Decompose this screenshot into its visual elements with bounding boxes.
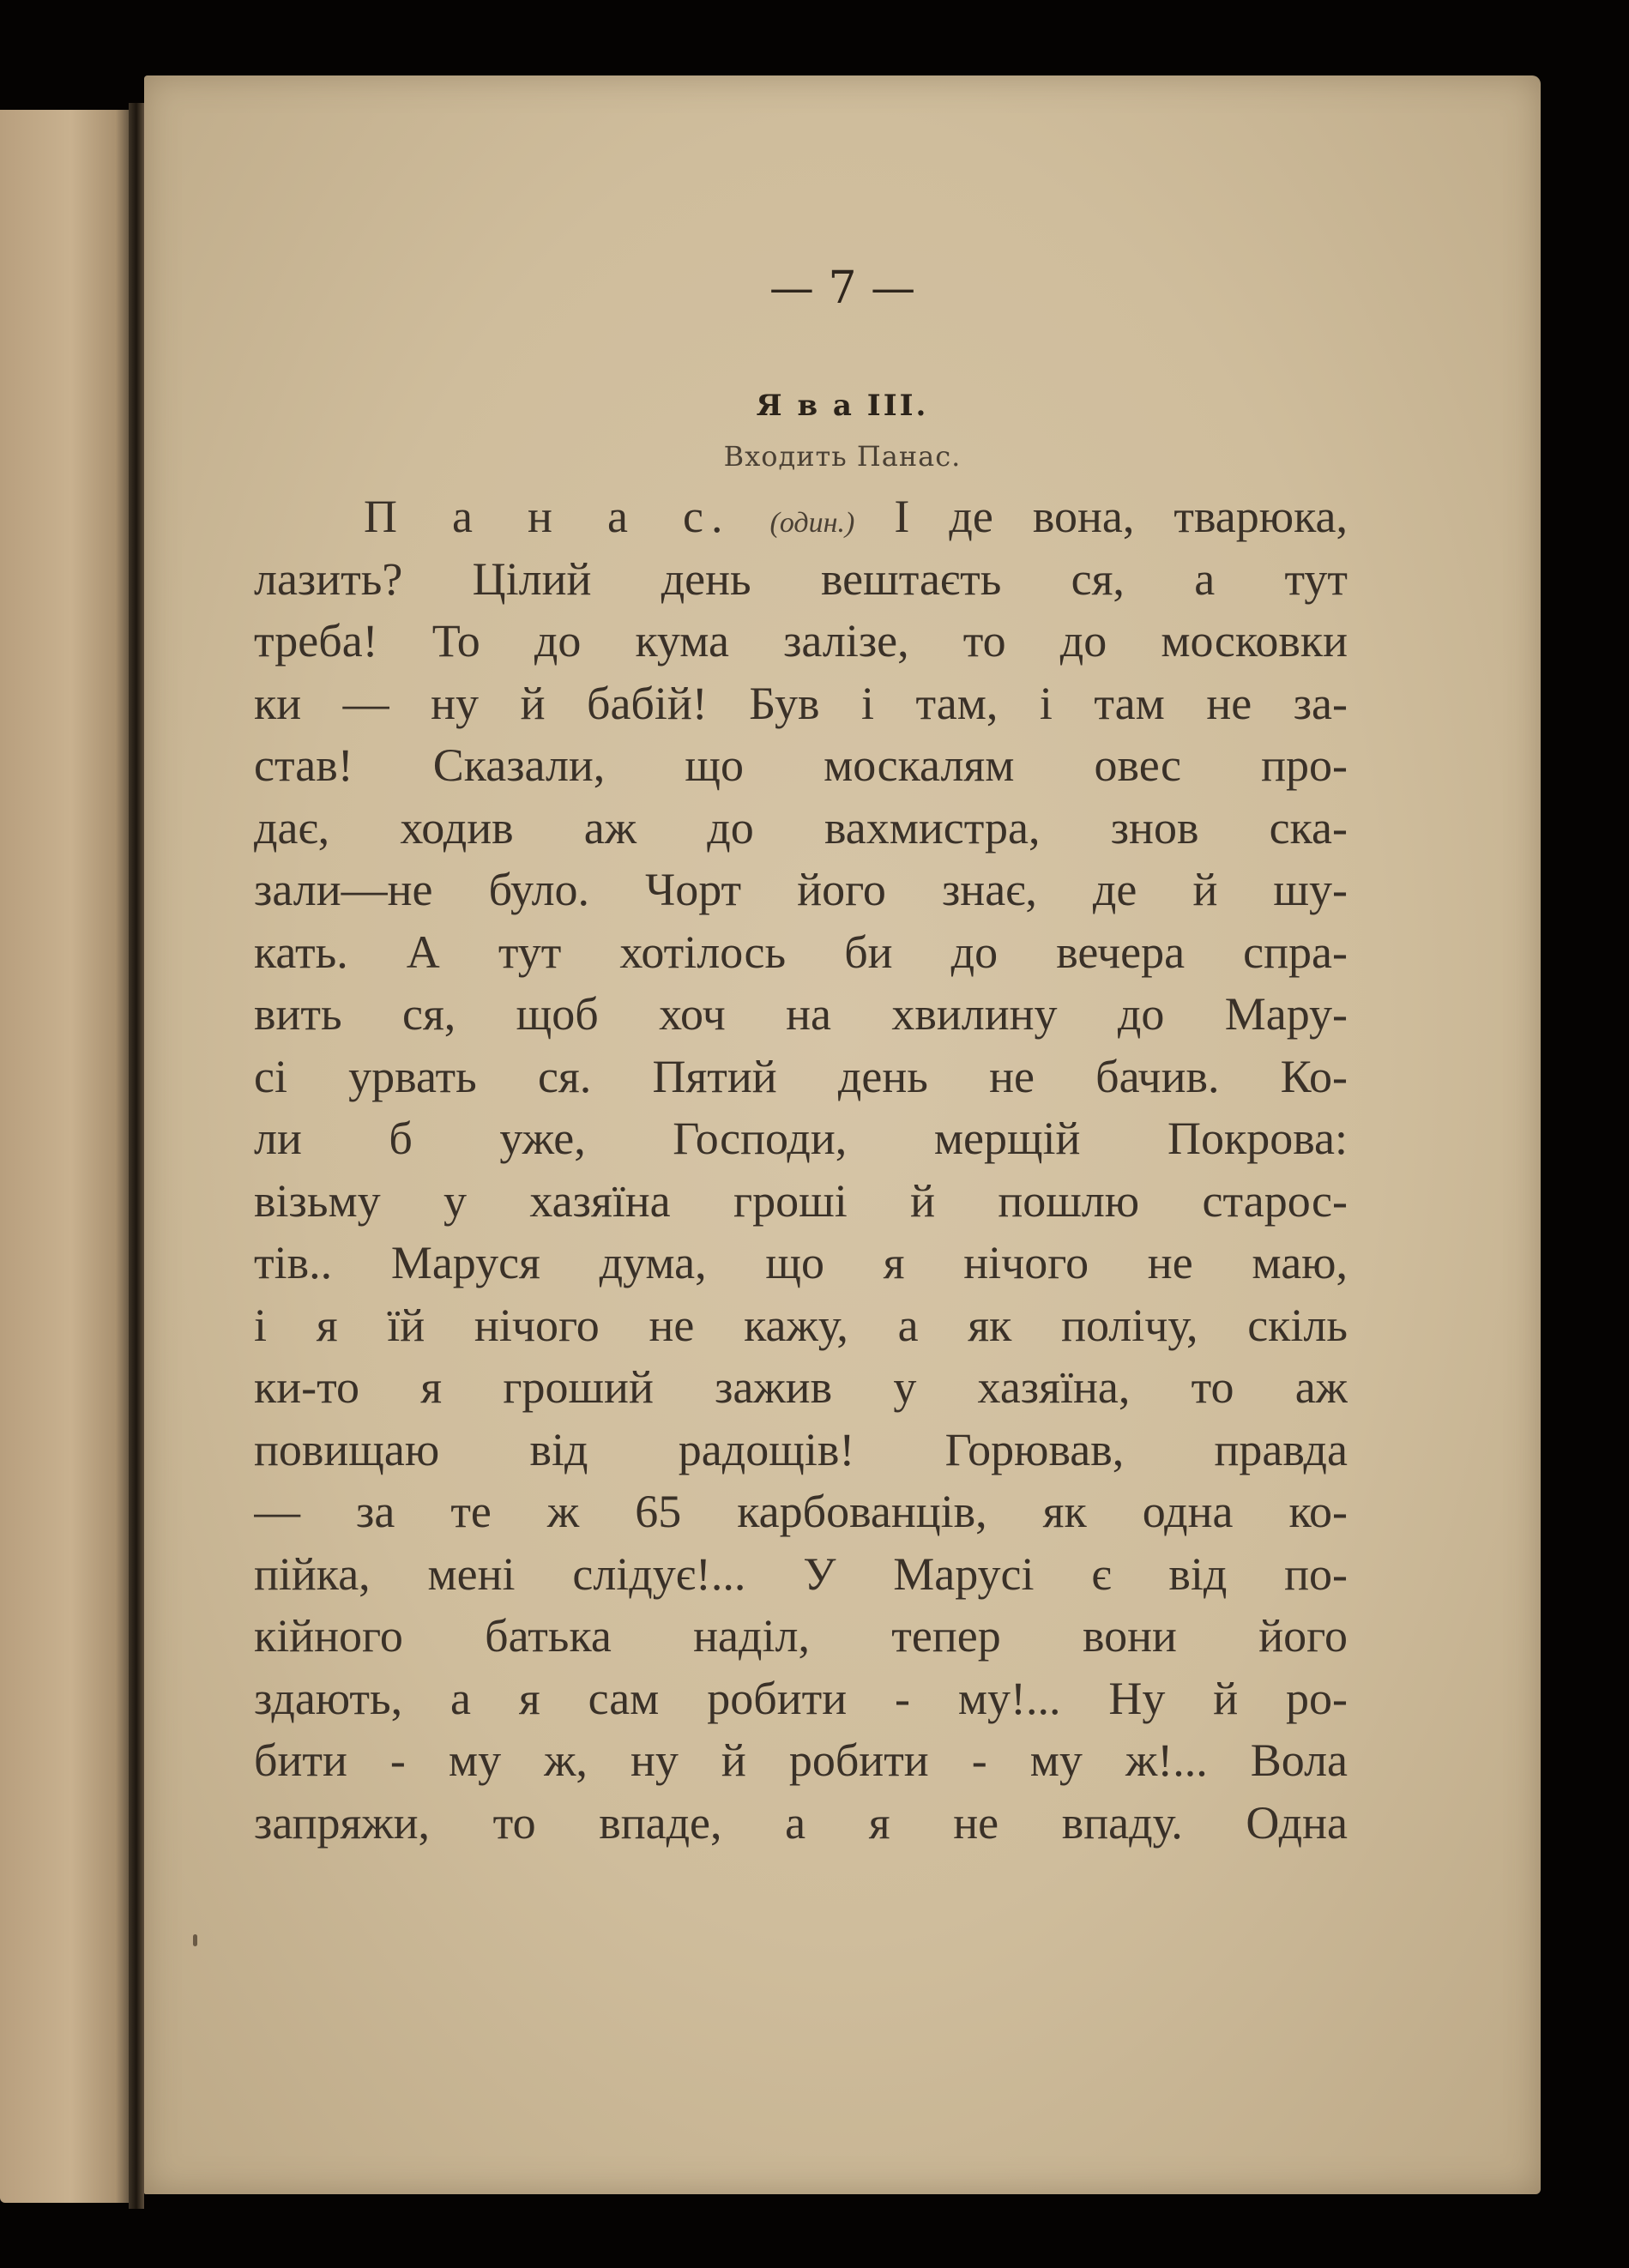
scene-heading: Я в а III. (756, 389, 929, 423)
monologue-text (254, 486, 1348, 1854)
text-line: кійного батька наділ, тепер вони його (254, 1610, 1348, 1662)
text-line: дає, ходив аж до вахмистра, знов ска- (254, 801, 1348, 854)
text-line: бити - му ж, ну й робити - му ж!... Вола (254, 1734, 1348, 1786)
text-line: треба! То до кума залізе, то до московки (254, 615, 1348, 667)
text-line: і я їй нічого не кажу, а як полічу, скіль (254, 1299, 1348, 1351)
text-line: пійка, мені слідує!... У Марусі є від по- (254, 1547, 1348, 1600)
text-line (254, 486, 1348, 548)
previous-page-edge (0, 110, 129, 2203)
text-line: вить ся, щоб хоч на хвилину до Мару- (254, 988, 1348, 1040)
stage-remark: (один.) (769, 507, 855, 539)
text-line: ли б уже, Господи, мерщій Покрова: (254, 1113, 1348, 1164)
text-line: зали—не було. Чорт його знає, де й шу- (254, 864, 1348, 915)
text-line: повищаю від радощів! Горював, правда (254, 1423, 1348, 1475)
text-line: — за те ж 65 карбованців, як одна ко- (254, 1486, 1348, 1537)
text-line: візьму у хазяїна гроші й пошлю старос- (254, 1174, 1348, 1227)
text-line: лазить? Цілий день вештаєть ся, а тут (254, 552, 1348, 605)
stage-direction: Входить Панас. (723, 440, 962, 473)
book-gutter (129, 103, 144, 2209)
text-line: тів.. Маруся дума, що я нічого не маю, (254, 1237, 1348, 1288)
text-line: здають, а я сам робити - му!... Ну й ро- (254, 1672, 1348, 1724)
text-line: сі урвать ся. Пятий день не бачив. Ко- (254, 1050, 1348, 1102)
page-number: — 7 — (769, 262, 916, 314)
text-line: ки-то я гроший зажив у хазяїна, то аж (254, 1361, 1348, 1413)
text-line: запряжи, то впаде, а я не впаду. Одна (254, 1796, 1348, 1849)
text-line: став! Сказали, що москалям овес про- (254, 739, 1348, 791)
speaker-name: П а н а с. (364, 491, 731, 542)
paper-speck (193, 1934, 197, 1946)
text-line: кать. А тут хотілось би до вечера спра- (254, 926, 1348, 978)
text-line: ки — ну й бабій! Був і там, і там не за- (254, 677, 1348, 729)
book-page (144, 75, 1541, 2194)
line-text: І де вона, тварюка, (894, 491, 1348, 542)
